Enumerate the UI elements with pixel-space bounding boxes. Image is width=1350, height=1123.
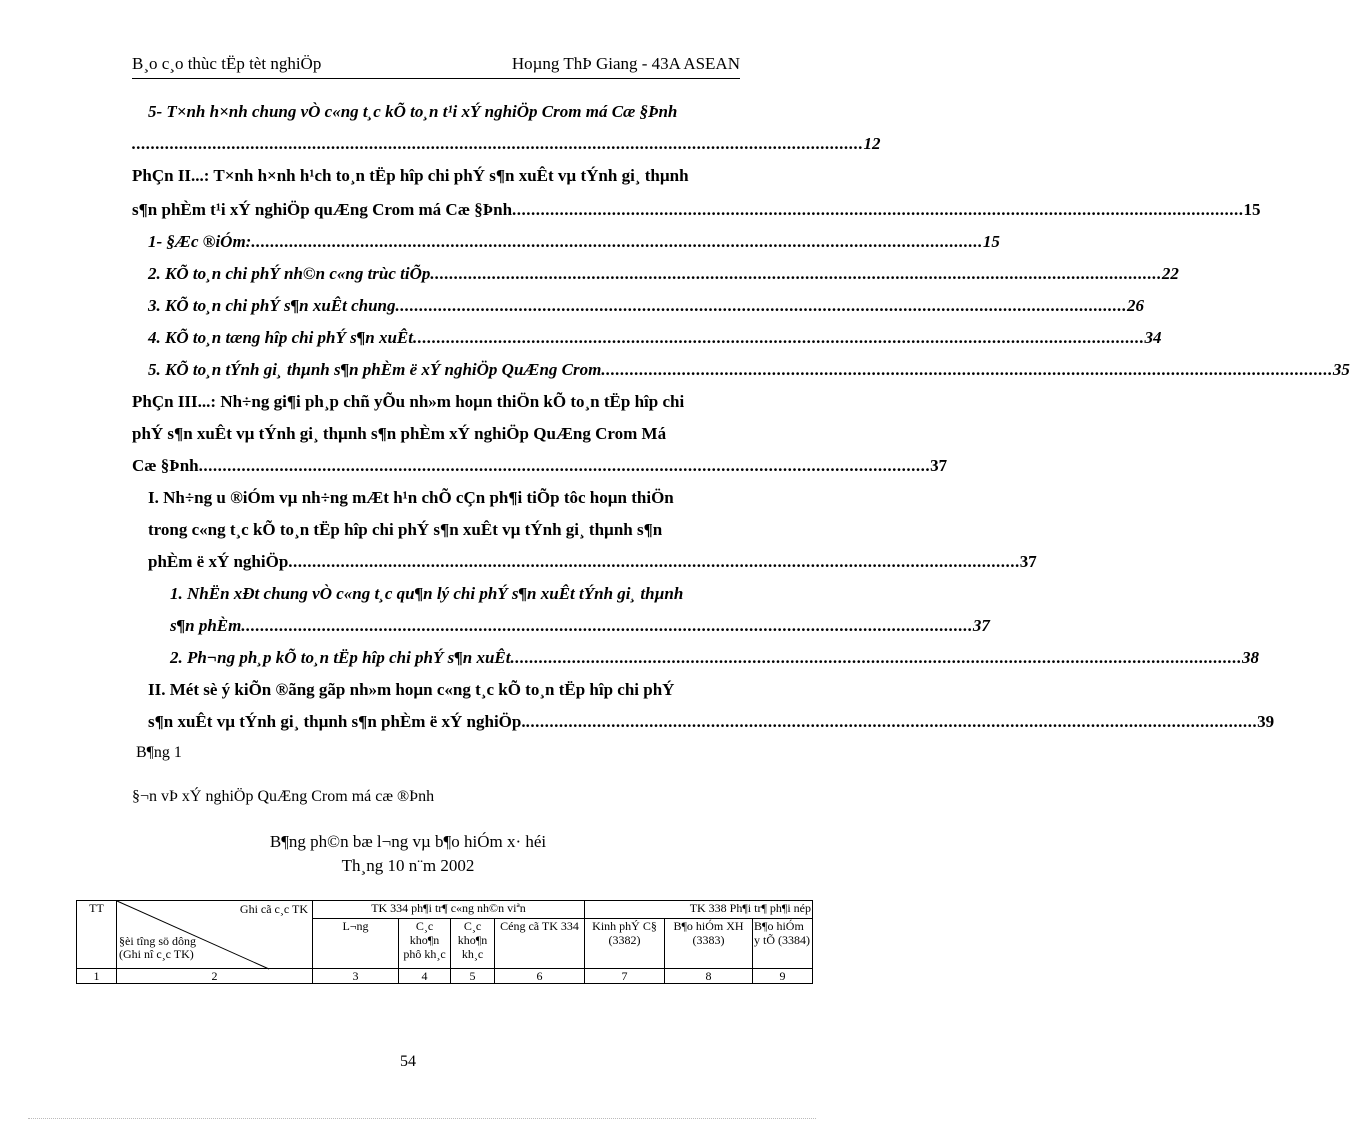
toc-entry: 2. KÕ to¸n chi phÝ nh©n c«ng trùc tiÕp .......................................................................................................................................................... 22 [148,264,1179,283]
toc-page: 37 [972,616,990,635]
allocation-table [76,900,813,984]
page-number: 54 [400,1053,416,1070]
table-col-number: 5 [451,969,495,984]
toc-entry: s¶n xuÊt vµ tÝnh gi¸ thµnh s¶n phÈm ë xÝ nghiÖp. .......................................................................................................................................................... 39 [148,712,1275,731]
table-header-tt: TT [77,901,117,969]
footer-rule [28,1118,816,1119]
toc-leader: .......................................................................................................................................................... [288,552,1020,571]
table-col-number: 3 [313,969,399,984]
table-col-header: Céng cã TK 334 [495,919,585,969]
toc-entry: 2. Ph¬ng ph¸p kÕ to¸n tËp hîp chi phÝ s¶n xuÊt .......................................................................................................................................................... 38 [170,648,1259,667]
toc-entry: 3. KÕ to¸n chi phÝ s¶n xuÊt chung .......................................................................................................................................................... 26 [148,296,1145,315]
toc-entry: s¶n phÈm .......................................................................................................................................................... 37 [170,616,990,635]
toc-entry: 4. KÕ to¸n tæng hîp chi phÝ s¶n xuÊt .......................................................................................................................................................... 34 [148,328,1162,347]
toc-entry: Cæ §Þnh .......................................................................................................................................................... 37 [132,456,948,475]
table-col-number: 6 [495,969,585,984]
toc-leader: .......................................................................................................................................................... [132,134,864,153]
toc-part-heading-cont: phÝ s¶n xuÊt vµ tÝnh gi¸ thµnh s¶n phÈm xÝ nghiÖp QuÆng Crom Má [132,424,667,443]
table-label: B¶ng 1 [136,744,182,761]
header-author: Hoµng ThÞ Giang - 43A ASEAN [511,54,740,73]
toc-leader: .......................................................................................................................................................... [395,296,1128,315]
toc-leader: .......................................................................................................................................................... [601,360,1333,379]
table-col-header: L¬ng [313,919,399,969]
toc-page: 12 [863,134,881,153]
toc-leader: .......................................................................................................................................................... [251,232,983,251]
toc-entry [132,134,881,154]
doi-tuong-label: §èi tîng sö dông (Ghi nî c¸c TK) [119,934,196,961]
table-group-tk338: TK 338 Ph¶i tr¶ ph¶i nép [585,901,813,919]
table-col-header: B¶o hiÓm XH (3383) [665,919,753,969]
toc-part-heading: PhÇn III...: Nh÷ng gi¶i ph¸p chñ yÕu nh»m hoµn thiÖn kÕ to¸n tËp hîp chi [132,392,685,411]
table-col-number: 2 [117,969,313,984]
toc-section-heading-cont: trong c«ng t¸c kÕ to¸n tËp hîp chi phÝ s¶n xuÊt vµ tÝnh gi¸ thµnh s¶n [148,520,663,539]
toc-part-heading: PhÇn II...: T×nh h×nh h¹ch to¸n tËp hîp chi phÝ s¶n xuÊt vµ tÝnh gi¸ thµnh [132,166,689,185]
toc-entry: 5. KÕ to¸n tÝnh gi¸ thµnh s¶n phÈm ë xÝ nghiÖp QuÆng Crom .......................................................................................................................................................... 35 [148,360,1350,379]
toc-entry: phÈm ë xÝ nghiÖp .......................................................................................................................................................... 37 [148,552,1037,571]
toc-page: 26 [1127,296,1145,315]
toc-page: 15 [982,232,1000,251]
table-group-tk334: TK 334 ph¶i tr¶ c«ng nh©n viªn [313,901,585,919]
table-col-header: C¸c kho¶n phô kh¸c [399,919,451,969]
toc-subsection: 1. NhËn xÐt chung vÒ c«ng t¸c qu¶n lý chi phÝ s¶n xuÊt tÝnh gi¸ thµnh [170,584,684,603]
toc-leader: .......................................................................................................................................................... [510,648,1242,667]
toc-leader: .......................................................................................................................................................... [512,200,1244,219]
toc-leader: .......................................................................................................................................................... [430,264,1162,283]
toc-page: 37 [1019,552,1037,571]
table-col-number: 1 [77,969,117,984]
toc-entry: s¶n phÈm t¹i xÝ nghiÖp quÆng Crom má Cæ §Þnh .......................................................................................................................................................... 15 [132,200,1261,219]
header-report-title: B¸o c¸o thùc tËp tèt nghiÖp [132,54,322,73]
toc-leader: .......................................................................................................................................................... [525,712,1258,731]
toc-page: 37 [930,456,948,475]
unit-name: §¬n vÞ xÝ nghiÖp QuÆng Crom má cæ ®Þnh [132,788,435,805]
toc-leader: .......................................................................................................................................................... [413,328,1145,347]
table-col-number: 4 [399,969,451,984]
table-col-header: C¸c kho¶n kh¸c [451,919,495,969]
toc-page: 34 [1144,328,1162,347]
table-subtitle: Th¸ng 10 n¨m 2002 [341,856,475,875]
page-header [132,52,740,79]
toc-entry: 1- §Æc ®iÓm: .......................................................................................................................................................... 15 [148,232,1000,251]
table-col-header: Kinh phÝ C§ (3382) [585,919,665,969]
toc-page: 22 [1161,264,1179,283]
table-col-header: B¶o hiÓm y tÕ (3384) [753,919,813,969]
toc-leader: .......................................................................................................................................................... [198,456,931,475]
toc-entry: 5- T×nh h×nh chung vÒ c«ng t¸c kÕ to¸n t¹i xÝ nghiÖp Crom má Cæ §Þnh [148,102,678,121]
table-title: B¶ng ph©n bæ l¬ng vµ b¶o hiÓm x· héi [269,832,547,851]
toc-page: 39 [1257,712,1275,731]
toc-section-heading: I. Nh÷ng u ®iÓm vµ nh÷ng mÆt h¹n chÕ cÇn ph¶i tiÕp tôc hoµn thiÖn [148,488,674,507]
ghi-co-label: Ghi cã c¸c TK [239,902,308,916]
toc-page: 35 [1332,360,1350,379]
toc-section-heading: II. Mét sè ý kiÕn ®ãng gãp nh»m hoµn c«ng t¸c kÕ to¸n tËp hîp chi phÝ [148,680,675,699]
table-header-diagonal [117,901,313,969]
table-col-number: 7 [585,969,665,984]
toc-leader: .......................................................................................................................................................... [241,616,973,635]
table-col-number: 9 [753,969,813,984]
table-col-number: 8 [665,969,753,984]
toc-page: 38 [1241,648,1259,667]
toc-page: 15 [1243,200,1261,219]
